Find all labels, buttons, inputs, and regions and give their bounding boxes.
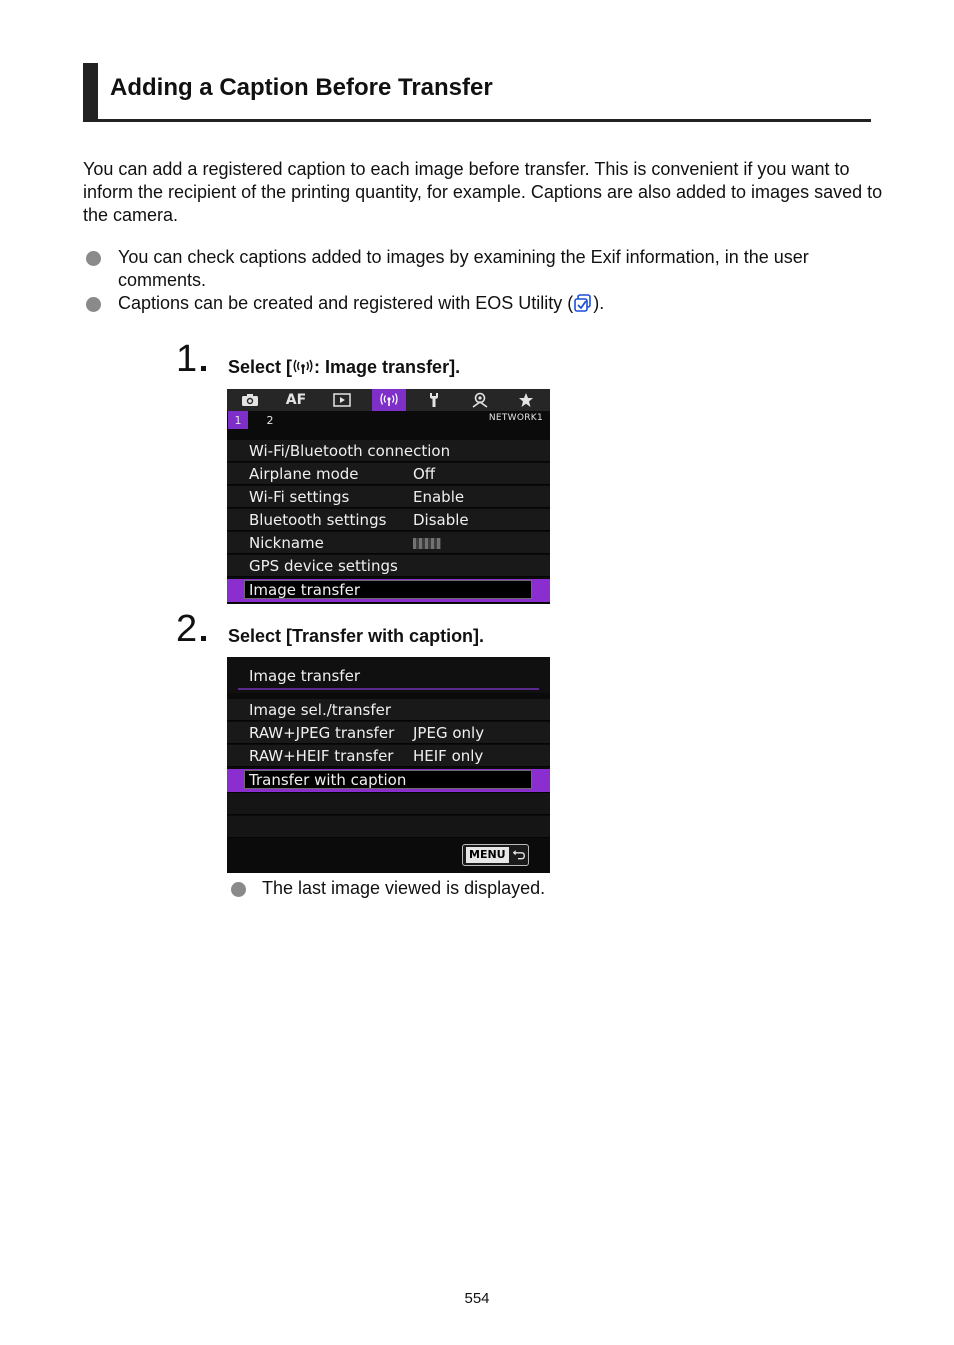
step-number-dot: [201, 366, 206, 371]
menu-row-label: Wi-Fi settings: [249, 488, 350, 506]
menu-row-label: GPS device settings: [249, 557, 398, 575]
bullet-dot: [86, 297, 101, 312]
menu-row-value: HEIF only: [413, 747, 484, 765]
step-number-2: 2: [176, 608, 198, 650]
page-title: Adding a Caption Before Transfer: [110, 74, 493, 101]
note-text: The last image viewed is displayed.: [262, 878, 546, 898]
menu-row-raw-jpeg-transfer[interactable]: [227, 722, 550, 744]
header-accent-bar: [83, 63, 98, 119]
menu-row-wifi-bluetooth-connection[interactable]: [227, 440, 550, 462]
link-icon[interactable]: [574, 294, 592, 312]
menu-row-wifi-settings[interactable]: [227, 486, 550, 508]
tab-af[interactable]: AF: [285, 392, 307, 408]
star-icon: [518, 392, 534, 408]
menu-row-empty: [227, 816, 550, 838]
menu-row-value: JPEG only: [413, 724, 485, 742]
step-number-1: 1: [176, 338, 198, 380]
menu-row-label: Wi-Fi/Bluetooth connection: [249, 442, 451, 460]
menu-row-label: Bluetooth settings: [249, 511, 387, 529]
menu-row-image-sel-transfer[interactable]: [227, 699, 550, 721]
menu-row-gps-device-settings[interactable]: [227, 555, 550, 577]
bullet-item: [83, 292, 883, 315]
menu-row-label: Image transfer: [249, 581, 360, 599]
tab-custom-functions[interactable]: [464, 389, 496, 411]
menu-subtab-bar: [227, 411, 550, 429]
wireless-icon: [292, 359, 314, 375]
menu-row-raw-heif-transfer[interactable]: [227, 745, 550, 767]
screen-title-rule: [238, 688, 539, 690]
menu-row-value: Enable: [413, 488, 465, 506]
menu-row-label: Image sel./transfer: [249, 701, 392, 719]
menu-row-label: RAW+HEIF transfer: [249, 747, 394, 765]
menu-row-label: Transfer with caption: [249, 771, 407, 789]
menu-back-button[interactable]: [462, 844, 529, 866]
playback-icon: [333, 393, 351, 407]
subtab-2[interactable]: 2: [266, 413, 274, 427]
tab-my-menu[interactable]: [510, 389, 542, 411]
menu-row-image-transfer[interactable]: [227, 579, 550, 603]
tab-setup[interactable]: [418, 389, 450, 411]
step-1-label-after: : Image transfer].: [314, 357, 461, 377]
menu-row-label: RAW+JPEG transfer: [249, 724, 395, 742]
menu-button-label: MENU: [466, 847, 509, 863]
intro-paragraph: You can add a registered caption to each image before transfer. This is convenient if you want to inform the recipient of the printing quantity, for example. Captions are also added to images saved to the camera.: [83, 159, 883, 225]
tab-playback[interactable]: [326, 389, 358, 411]
screen-title: Image transfer: [249, 667, 360, 685]
tab-shooting[interactable]: [234, 389, 266, 411]
menu-row-transfer-with-caption[interactable]: [227, 769, 550, 793]
menu-page-label: NETWORK1: [488, 413, 543, 423]
bullet-text-before: Captions can be created and registered with EOS Utility (: [118, 293, 574, 313]
nickname-obscured-value: [413, 538, 441, 549]
wireless-icon: [379, 393, 399, 407]
menu-row-label: Airplane mode: [249, 465, 359, 483]
subtab-1[interactable]: 1: [228, 411, 248, 429]
header-rule: [83, 119, 871, 122]
menu-row-bluetooth-settings[interactable]: [227, 509, 550, 531]
menu-row-empty: [227, 793, 550, 815]
note-bullet: [228, 877, 545, 900]
custom-function-icon: [471, 392, 489, 408]
bullet-text-after: ).: [593, 293, 605, 313]
bullet-dot: [86, 251, 101, 266]
step-2-label: Select [Transfer with caption].: [228, 626, 485, 646]
section-header: [83, 63, 871, 122]
back-arrow-icon: [512, 848, 525, 862]
menu-row-value: Off: [413, 465, 436, 483]
step-1-label-before: Select [: [228, 357, 293, 377]
step-1-label: [228, 357, 460, 378]
camera-screen-network-menu: [227, 389, 550, 604]
bullet-dot: [231, 882, 246, 897]
step-number-dot: [201, 636, 206, 641]
bullet-item: [83, 246, 883, 292]
bullet-list: [83, 246, 883, 315]
tab-wireless[interactable]: [372, 389, 406, 411]
camera-icon: [241, 393, 259, 407]
menu-row-airplane-mode[interactable]: [227, 463, 550, 485]
menu-row-label: Nickname: [249, 534, 324, 552]
bullet-text: You can check captions added to images by examining the Exif information, in the user comments.: [118, 247, 809, 290]
page-number: 554: [464, 1290, 490, 1307]
menu-row-nickname[interactable]: [227, 532, 550, 554]
menu-tab-bar: [227, 389, 550, 411]
wrench-icon: [427, 392, 441, 408]
screen-title-bar: [227, 657, 550, 693]
menu-row-value: Disable: [413, 511, 469, 529]
camera-screen-image-transfer: [227, 657, 550, 873]
